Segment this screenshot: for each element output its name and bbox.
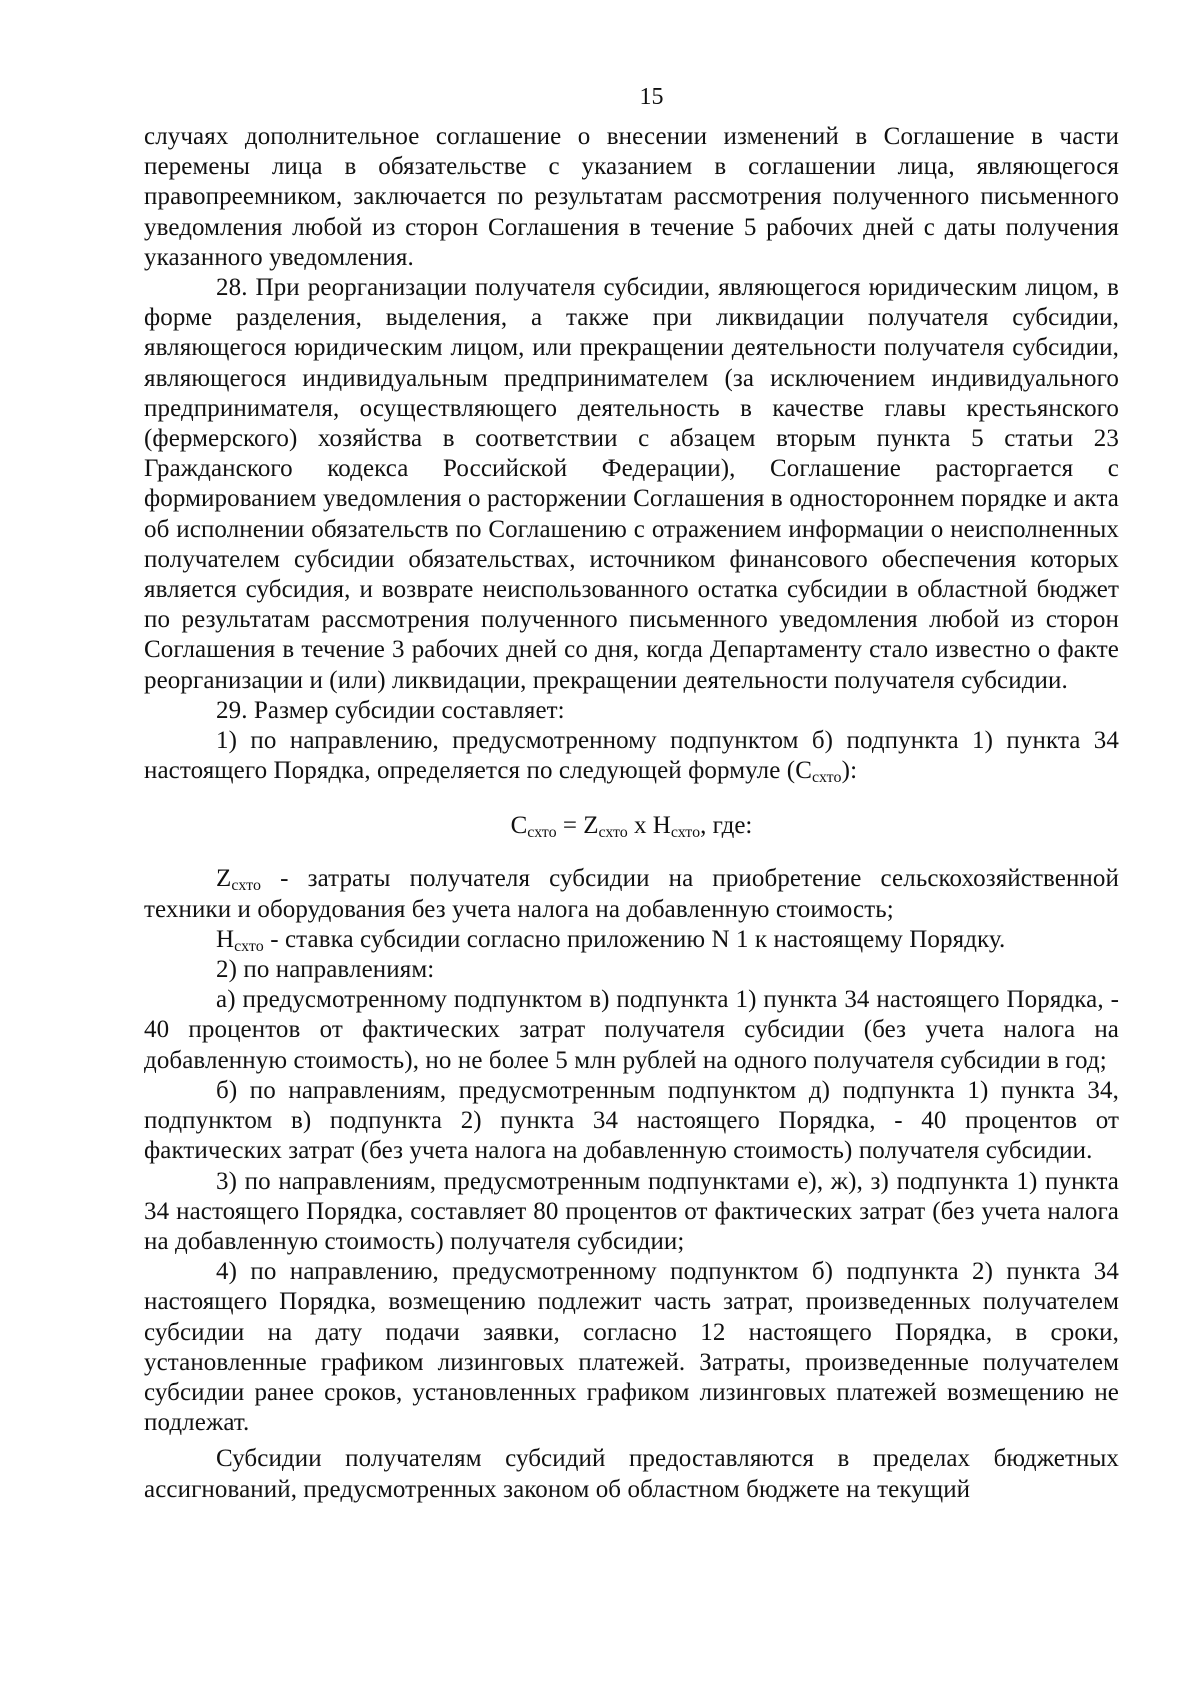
paragraph-29-item-4: 4) по направлению, предусмотренному подпунктом б) подпункта 2) пункта 34 настоящего Порядка, возмещению подлежит часть затрат, произведенных получателем субсидии на дату подачи заявки, согласно 12 настоящего Порядка, в сроки, установленные графиком лизинговых платежей. Затраты, произведенные получателем субсидии ранее сроков, установленных графиком лизинговых платежей возмещению не подлежат. bbox=[144, 1258, 1119, 1437]
page-number: 15 bbox=[639, 84, 664, 110]
definition-h: $Н_{схто}$ - ставка субсидии согласно приложению N 1 к настоящему Порядку. bbox=[216, 925, 1006, 955]
item-1-tail: ): bbox=[841, 757, 858, 785]
item-1-text: 1) по направлению, предусмотренному подпунктом б) подпункта 1) пункта 34 настоящего Порядка, определяется по следующей формуле ( bbox=[144, 727, 1119, 785]
paragraph-28: 28. При реорганизации получателя субсидии, являющегося юридическим лицом, в форме разделения, выделения, а также при ликвидации получателя субсидии, являющегося юридическим лицом, или прекращении деятельности получателя субсидии, являющегося индивидуальным предпринимателем (за исключением индивидуального предпринимателя, осуществляющего деятельность в качестве главы крестьянского (фермерского) хозяйства в соответствии с абзацем вторым пункта 5 статьи 23 Гражданского кодекса Российской Федерации), Соглашение расторгается с формированием уведомления о расторжении Соглашения в одностороннем порядке и акта об исполнении обязательств по Соглашению с отражением информации о неисполненных получателем субсидии обязательствах, источником финансового обеспечения которых является субсидия, и возврате неиспользованного остатка субсидии в областной бюджет по результатам рассмотрения полученного письменного уведомления любой из сторон Соглашения в течение 3 рабочих дней со дня, когда Департаменту стало известно о факте реорганизации и (или) ликвидации, прекращении деятельности получателя субсидии. bbox=[144, 274, 1119, 694]
paragraph-29-item-1 bbox=[144, 726, 1119, 786]
paragraph-29-item-3: 3) по направлениям, предусмотренным подпунктами е), ж), з) подпункта 1) пункта 34 настоящего Порядка, составляет 80 процентов от фактических затрат (без учета налога на добавленную стоимость) получателя субсидии; bbox=[144, 1167, 1119, 1255]
paragraph-29-item-2b: б) по направлениям, предусмотренным подпунктом д) подпункта 1) пункта 34, подпунктом в) подпункта 2) пункта 34 настоящего Порядка, - 40 процентов от фактических затрат (без учета налога на добавленную стоимость) получателя субсидии. bbox=[144, 1076, 1119, 1165]
paragraph-29-item-2a: а) предусмотренному подпунктом в) подпункта 1) пункта 34 настоящего Порядка, - 40 процентов от фактических затрат получателя субсидии (без учета налога на добавленную стоимость), но не более 5 млн рублей на одного получателя субсидии в год; bbox=[144, 986, 1119, 1074]
formula-ref-symbol: $С_{схто}$ bbox=[795, 757, 842, 787]
definition-z: $Z_{схто}$ - затраты получателя субсидии на приобретение сельскохозяйственной техники и оборудования без учета налога на добавленную стоимость; bbox=[144, 865, 1119, 923]
paragraph-subsidies-budget: Субсидии получателям субсидий предоставляются в пределах бюджетных ассигнований, предусмотренных законом об областном бюджете на текущий bbox=[144, 1445, 1119, 1503]
paragraph-continuation: случаях дополнительное соглашение о внесении изменений в Соглашение в части перемены лица в обязательстве с указанием в соглашении лица, являющегося правопреемником, заключается по результатам рассмотрения полученного письменного уведомления любой из сторон Соглашения в течение 5 рабочих дней с даты получения указанного уведомления. bbox=[144, 123, 1119, 271]
paragraph-29-item-2: 2) по направлениям: bbox=[216, 956, 435, 984]
paragraph-29: 29. Размер субсидии составляет: bbox=[216, 696, 565, 724]
document-page bbox=[144, 82, 1119, 1505]
subsidy-formula: $С_{схто} = Z_{схто}$ x $Н_{схто}$, где: bbox=[510, 812, 753, 842]
